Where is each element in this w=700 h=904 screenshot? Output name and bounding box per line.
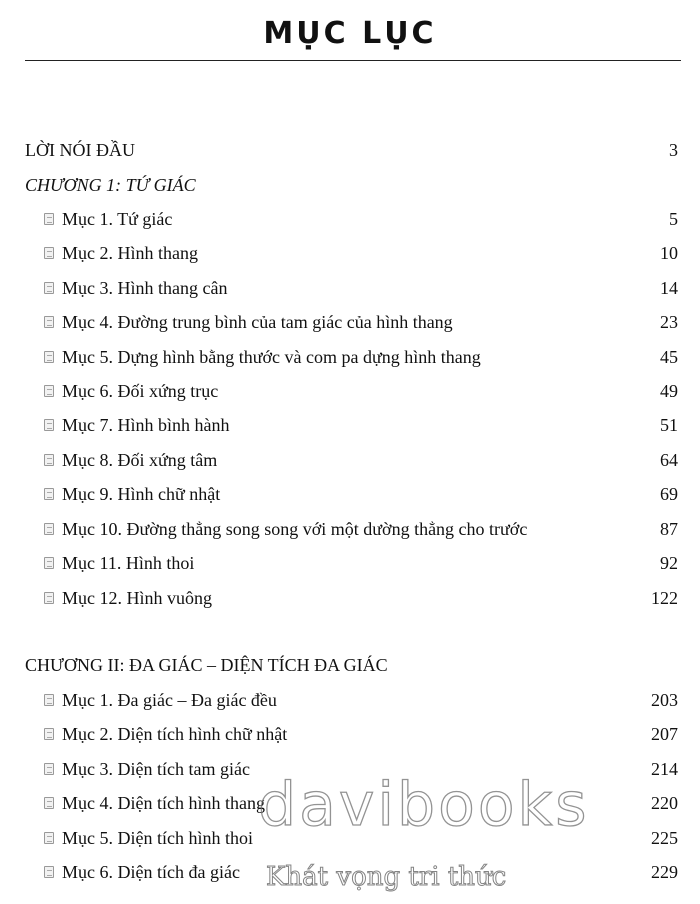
toc-entry-label: Mục 2. Hình thang <box>62 243 198 263</box>
toc-entry-page: 45 <box>660 347 678 367</box>
chapter-heading <box>0 172 700 198</box>
toc-entry-label: Mục 4. Diện tích hình thang <box>62 793 265 813</box>
toc-entry <box>0 412 700 438</box>
toc-entry <box>0 825 700 851</box>
toc-entry <box>0 721 700 747</box>
document-icon <box>44 866 54 878</box>
toc-entry-page: 92 <box>660 553 678 573</box>
toc-entry-label: Mục 5. Dựng hình bằng thước và com pa dựng hình thang <box>62 347 481 367</box>
toc-entry-label: Mục 8. Đối xứng tâm <box>62 450 218 470</box>
toc-entry-label: Mục 7. Hình bình hành <box>62 415 230 435</box>
toc-entry-label: Mục 1. Tứ giác <box>62 209 173 229</box>
toc-entry-label: Mục 12. Hình vuông <box>62 588 212 608</box>
toc-entry <box>0 344 700 370</box>
front-matter-page: 3 <box>669 140 678 160</box>
document-icon <box>44 592 54 604</box>
toc-entry-page: 23 <box>660 312 678 332</box>
document-icon <box>44 316 54 328</box>
toc-entry-page: 49 <box>660 381 678 401</box>
toc-entry-label: Mục 3. Hình thang cân <box>62 278 228 298</box>
toc-entry <box>0 550 700 576</box>
toc-entry <box>0 240 700 266</box>
toc-entry-page: 225 <box>651 828 678 848</box>
toc-entry-page: 69 <box>660 484 678 504</box>
toc-entry-page: 220 <box>651 793 678 813</box>
toc-entry-page: 5 <box>669 209 678 229</box>
toc-entry-page: 214 <box>651 759 678 779</box>
toc-entry-label: Mục 9. Hình chữ nhật <box>62 484 221 504</box>
toc-entry-page: 229 <box>651 862 678 882</box>
toc-entry-label: Mục 1. Đa giác – Đa giác đều <box>62 690 277 710</box>
toc-entry <box>0 585 700 611</box>
title-rule <box>25 60 681 61</box>
front-matter-label: LỜI NÓI ĐẦU <box>25 140 135 160</box>
document-icon <box>44 385 54 397</box>
toc-entry-label: Mục 6. Đối xứng trục <box>62 381 219 401</box>
document-icon <box>44 419 54 431</box>
toc-entry <box>0 516 700 542</box>
chapter-title: CHƯƠNG II: ĐA GIÁC – DIỆN TÍCH ĐA GIÁC <box>25 655 388 675</box>
document-icon <box>44 694 54 706</box>
document-icon <box>44 523 54 535</box>
toc-entry-page: 51 <box>660 415 678 435</box>
toc-entry <box>0 206 700 232</box>
toc-entry <box>0 859 700 885</box>
toc-entry <box>0 756 700 782</box>
toc-entry-label: Mục 3. Diện tích tam giác <box>62 759 250 779</box>
toc-entry-page: 64 <box>660 450 678 470</box>
toc-entry <box>0 687 700 713</box>
toc-entry <box>0 275 700 301</box>
toc-entry <box>0 790 700 816</box>
toc-entry <box>0 378 700 404</box>
toc-entry <box>0 309 700 335</box>
document-icon <box>44 728 54 740</box>
toc-entry-label: Mục 5. Diện tích hình thoi <box>62 828 253 848</box>
document-icon <box>44 282 54 294</box>
toc-entry-label: Mục 2. Diện tích hình chữ nhật <box>62 724 288 744</box>
document-icon <box>44 557 54 569</box>
toc-entry-page: 87 <box>660 519 678 539</box>
toc-entry-page: 10 <box>660 243 678 263</box>
watermark-slogan: Khát vọng tri thức <box>266 862 507 892</box>
toc-entry-page: 122 <box>651 588 678 608</box>
page-title: MỤC LỤC <box>263 16 437 51</box>
document-icon <box>44 488 54 500</box>
document-icon <box>44 213 54 225</box>
toc-entry-label: Mục 11. Hình thoi <box>62 553 195 573</box>
toc-entry-label: Mục 4. Đường trung bình của tam giác của hình thang <box>62 312 453 332</box>
toc-entry-label: Mục 6. Diện tích đa giác <box>62 862 240 882</box>
chapter-heading <box>0 652 700 678</box>
toc-entry-page: 207 <box>651 724 678 744</box>
toc-entry-page: 203 <box>651 690 678 710</box>
document-icon <box>44 454 54 466</box>
toc-entry-label: Mục 10. Đường thẳng song song với một dường thẳng cho trước <box>62 519 528 539</box>
toc-entry <box>0 447 700 473</box>
document-icon <box>44 763 54 775</box>
watermark-brand: davibooks <box>258 770 590 840</box>
chapter-title: CHƯƠNG 1: TỨ GIÁC <box>25 175 196 195</box>
document-icon <box>44 351 54 363</box>
toc-entry <box>0 481 700 507</box>
front-matter-row <box>0 137 700 163</box>
document-icon <box>44 247 54 259</box>
document-icon <box>44 832 54 844</box>
toc-entry-page: 14 <box>660 278 678 298</box>
document-icon <box>44 797 54 809</box>
